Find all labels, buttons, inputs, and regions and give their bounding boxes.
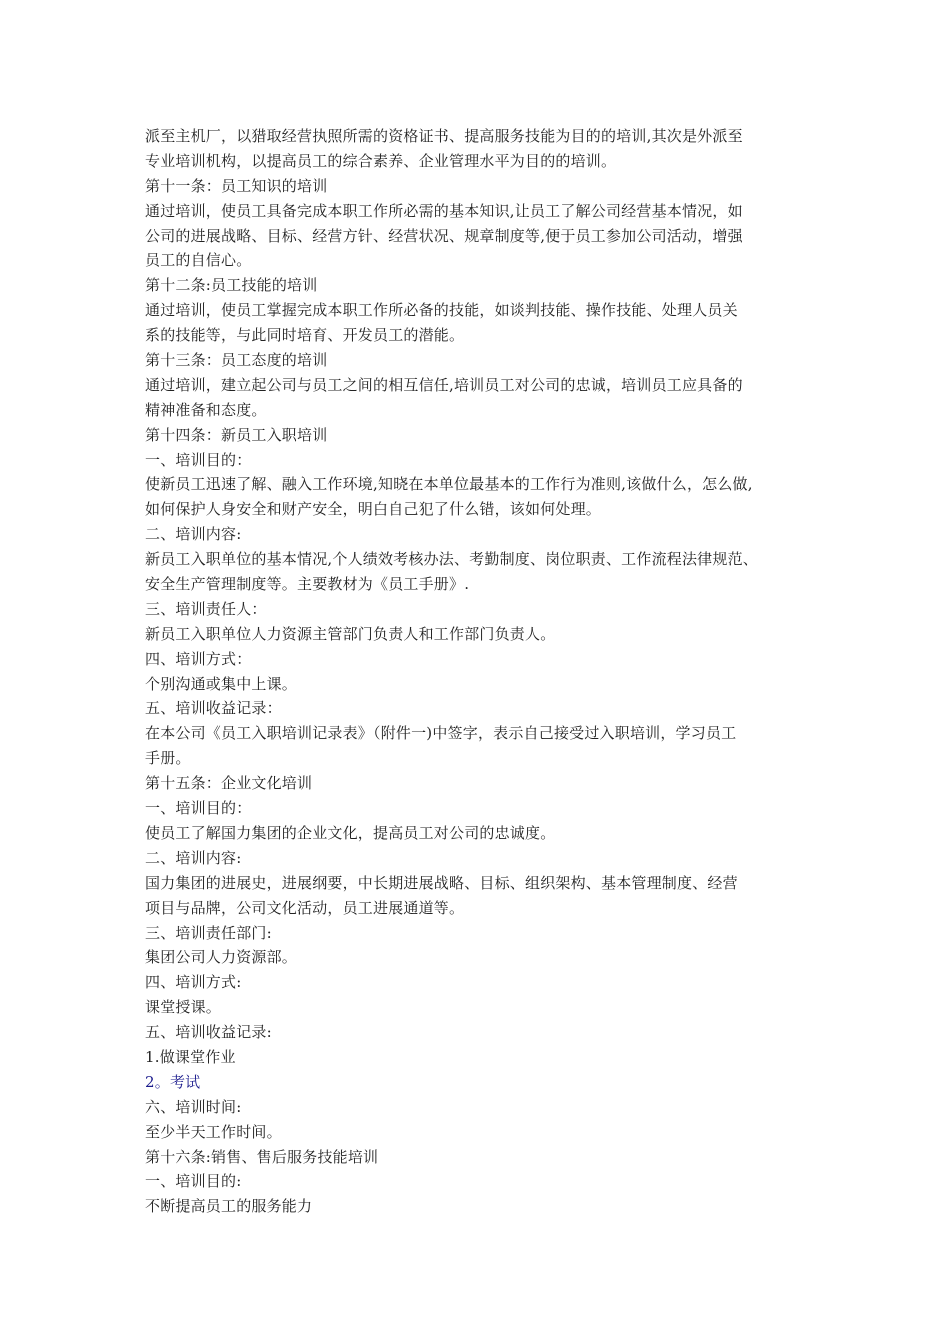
subsection-heading: 四、培训方式： [145,649,252,668]
text-line: 专业培训机构，以提高员工的综合素养、企业管理水平为目的的培训。 [145,151,617,170]
text-line: 员工的自信心。 [145,251,252,270]
section-heading: 第十五条：企业文化培训 [145,774,313,793]
text-line: 精神准备和态度。 [145,400,267,419]
subsection-heading: 二、培训内容: [145,848,242,867]
text-line: 公司的进展战略、目标、经营方针、经营状况、规章制度等,便于员工参加公司活动，增强 [145,226,743,245]
text-line: 项目与品牌，公司文化活动，员工进展通道等。 [145,898,465,917]
subsection-heading: 一、培训目的: [145,1172,242,1191]
text-line: 通过培训，建立起公司与员工之间的相互信任,培训员工对公司的忠诚，培训员工应具备的 [145,375,743,394]
text-line: 使员工了解国力集团的企业文化，提高员工对公司的忠诚度。 [145,823,556,842]
text-line: 至少半天工作时间。 [145,1122,282,1141]
subsection-heading: 四、培训方式: [145,973,242,992]
text-line: 个别沟通或集中上课。 [145,674,298,693]
subsection-heading: 五、培训收益记录： [145,699,282,718]
text-line: 系的技能等，与此同时培育、开发员工的潜能。 [145,326,465,345]
section-heading: 第十二条:员工技能的培训 [145,276,318,295]
text-line: 通过培训，使员工具备完成本职工作所必需的基本知识,让员工了解公司经营基本情况，如 [145,201,743,220]
text-line: 如何保护人身安全和财产安全，明白自己犯了什么错，该如何处理。 [145,500,602,519]
text-line: 国力集团的进展史，进展纲要，中长期进展战略、目标、组织架构、基本管理制度、经营 [145,873,738,892]
subsection-heading: 二、培训内容: [145,525,242,544]
list-item: 2。考试 [145,1072,201,1091]
subsection-heading: 一、培训目的： [145,450,252,469]
text-line: 派至主机厂，以猎取经营执照所需的资格证书、提高服务技能为目的的培训,其次是外派至 [145,127,743,145]
text-line: 通过培训，使员工掌握完成本职工作所必备的技能，如谈判技能、操作技能、处理人员关 [145,301,738,320]
text-line: 在本公司《员工入职培训记录表》（附件一)中签字，表示自己接受过入职培训，学习员工 [145,724,737,743]
section-heading: 第十三条：员工态度的培训 [145,351,328,370]
text-line: 安全生产管理制度等。主要教材为《员工手册》. [145,575,470,594]
subsection-heading: 三、培训责任部门: [145,923,272,942]
subsection-heading: 一、培训目的： [145,799,252,818]
section-heading: 第十六条:销售、售后服务技能培训 [145,1147,379,1166]
text-line: 手册。 [145,749,191,768]
text-line: 使新员工迅速了解、融入工作环境,知晓在本单位最基本的工作行为准则,该做什么，怎么做, [145,475,753,494]
subsection-heading: 三、培训责任人： [145,599,267,618]
document-body [145,124,820,1219]
section-heading: 第十四条：新员工入职培训 [145,425,328,444]
text-line: 不断提高员工的服务能力 [145,1197,313,1216]
text-line: 集团公司人力资源部。 [145,948,298,967]
subsection-heading: 六、培训时间: [145,1097,242,1116]
subsection-heading: 五、培训收益记录: [145,1023,272,1042]
list-item: 1.做课堂作业 [145,1047,236,1066]
text-line: 课堂授课。 [145,998,222,1017]
text-line: 新员工入职单位人力资源主管部门负责人和工作部门负责人。 [145,624,556,643]
text-line: 新员工入职单位的基本情况,个人绩效考核办法、考勤制度、岗位职责、工作流程法律规范、 [145,550,758,569]
section-heading: 第十一条：员工知识的培训 [145,176,328,195]
